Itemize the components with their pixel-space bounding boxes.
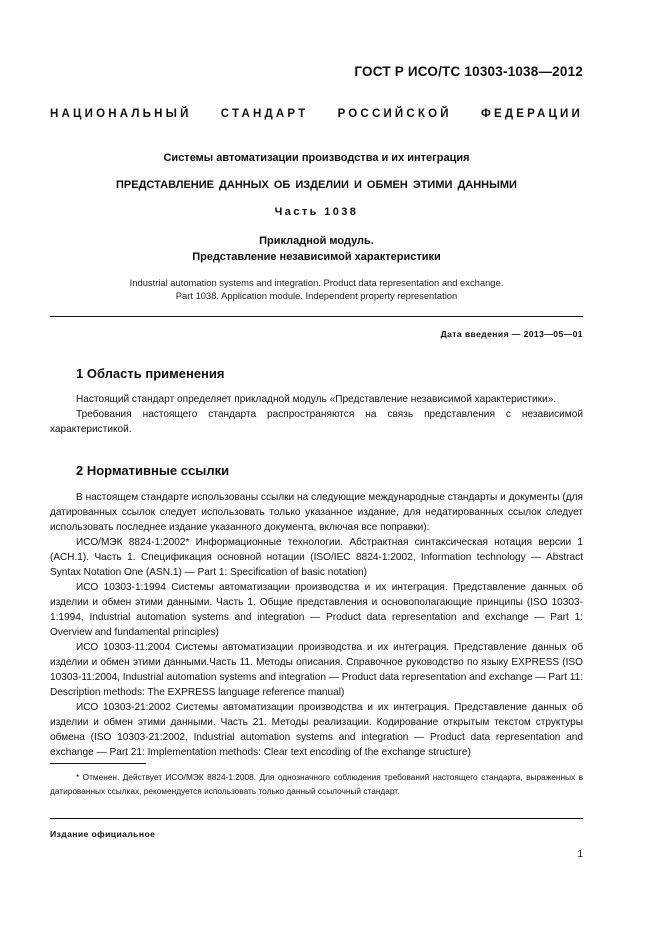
header-divider: [50, 316, 583, 317]
title-module: [50, 233, 583, 265]
title-part: Часть 1038: [274, 206, 359, 218]
section1-heading: 1 Область применения: [76, 366, 225, 381]
section2-body: [50, 490, 583, 760]
section2-paragraph: В настоящем стандарте использованы ссылки на следующие международные стандарты и документы (для датированных ссылок следует использовать только указанное издание, для недатированных ссылок следует использовать последнее издание указанного документа, включая все поправки):: [50, 492, 583, 533]
footnote-text: * Отменен. Действует ИСО/МЭК 8824-1:2008. Для однозначного соблюдения требований настоящего стандарта, выраженных в датированных ссылках, рекомендуется использовать только данный ссылочный стандарт.: [50, 772, 583, 796]
official-edition-label: Издание официальное: [50, 829, 156, 839]
title-main: ПРЕДСТАВЛЕНИЕ ДАННЫХ ОБ ИЗДЕЛИИ И ОБМЕН ЭТИМИ ДАННЫМИ: [116, 179, 517, 191]
standard-code: ГОСТ Р ИСО/ТС 10303-1038—2012: [354, 64, 583, 79]
reference-iso-iec-8824-1: ИСО/МЭК 8824-1:2002* Информационные технологии. Абстрактная синтаксическая нотация версии 1 (АСН.1). Часть 1. Спецификация основной нотации (ISO/IEC 8824-1:2002, Information technology — Abstract Syntax Notation One (ASN.1) — Part 1: Specification of basic notation): [50, 537, 583, 578]
english-title-line2: Part 1038. Application module. Independent property representation: [175, 290, 458, 301]
footer-divider: [50, 818, 583, 819]
reference-iso-10303-11: ИСО 10303-11:2004 Системы автоматизации производства и их интеграция. Представление данных об изделии и обмен этими данными.Часть 11. Методы описания. Справочное руководство по языку EXPRESS (ISO 10303-11:2004, Industrial automation systems and integration — Product data representation and exchange — Part 11: Description methods: The EXPRESS language reference manual): [50, 642, 583, 698]
introduction-date: Дата введения — 2013—05—01: [440, 329, 583, 339]
english-title-line1: Industrial automation systems and integration. Product data representation and exchange.: [129, 277, 504, 288]
section1-paragraph: Настоящий стандарт определяет прикладной модуль «Представление независимой характеристики».: [76, 394, 557, 405]
page-number: 1: [577, 849, 583, 860]
reference-iso-10303-21: ИСО 10303-21:2002 Системы автоматизации производства и их интеграция. Представление данных об изделии и обмен этими данными. Часть 21. Методы реализации. Кодирование открытым текстом структуры обмена (ISO 10303-21:2002, Industrial automation systems and integration — Product data representation and exchange — Part 21: Implementation methods: Clear text encoding of the exchange structure): [50, 702, 583, 758]
section1-paragraph: Требования настоящего стандарта распространяются на связь представления с независимой характеристикой.: [50, 409, 583, 435]
title-module-line1: Прикладной модуль.: [259, 235, 374, 247]
footnote: [50, 770, 583, 798]
reference-iso-10303-1: ИСО 10303-1:1994 Системы автоматизации производства и их интеграция. Представление данных об изделии и обмен этими данными. Часть 1. Общие представления и основополагающие принципы (ISO 10303-1:1994, Industrial automation systems and integration — Product data representation and exchange — Part 1: Overview and fundamental principles): [50, 582, 583, 638]
section2-heading: 2 Нормативные ссылки: [76, 463, 230, 478]
title-series: Системы автоматизации производства и их интеграция: [163, 152, 470, 164]
section1-body: [50, 392, 583, 437]
english-title: [50, 276, 583, 302]
national-standard-banner: НАЦИОНАЛЬНЫЙ СТАНДАРТ РОССИЙСКОЙ ФЕДЕРАЦИИ: [50, 108, 583, 120]
footnote-divider: [50, 763, 146, 764]
title-module-line2: Представление независимой характеристики: [192, 251, 441, 263]
